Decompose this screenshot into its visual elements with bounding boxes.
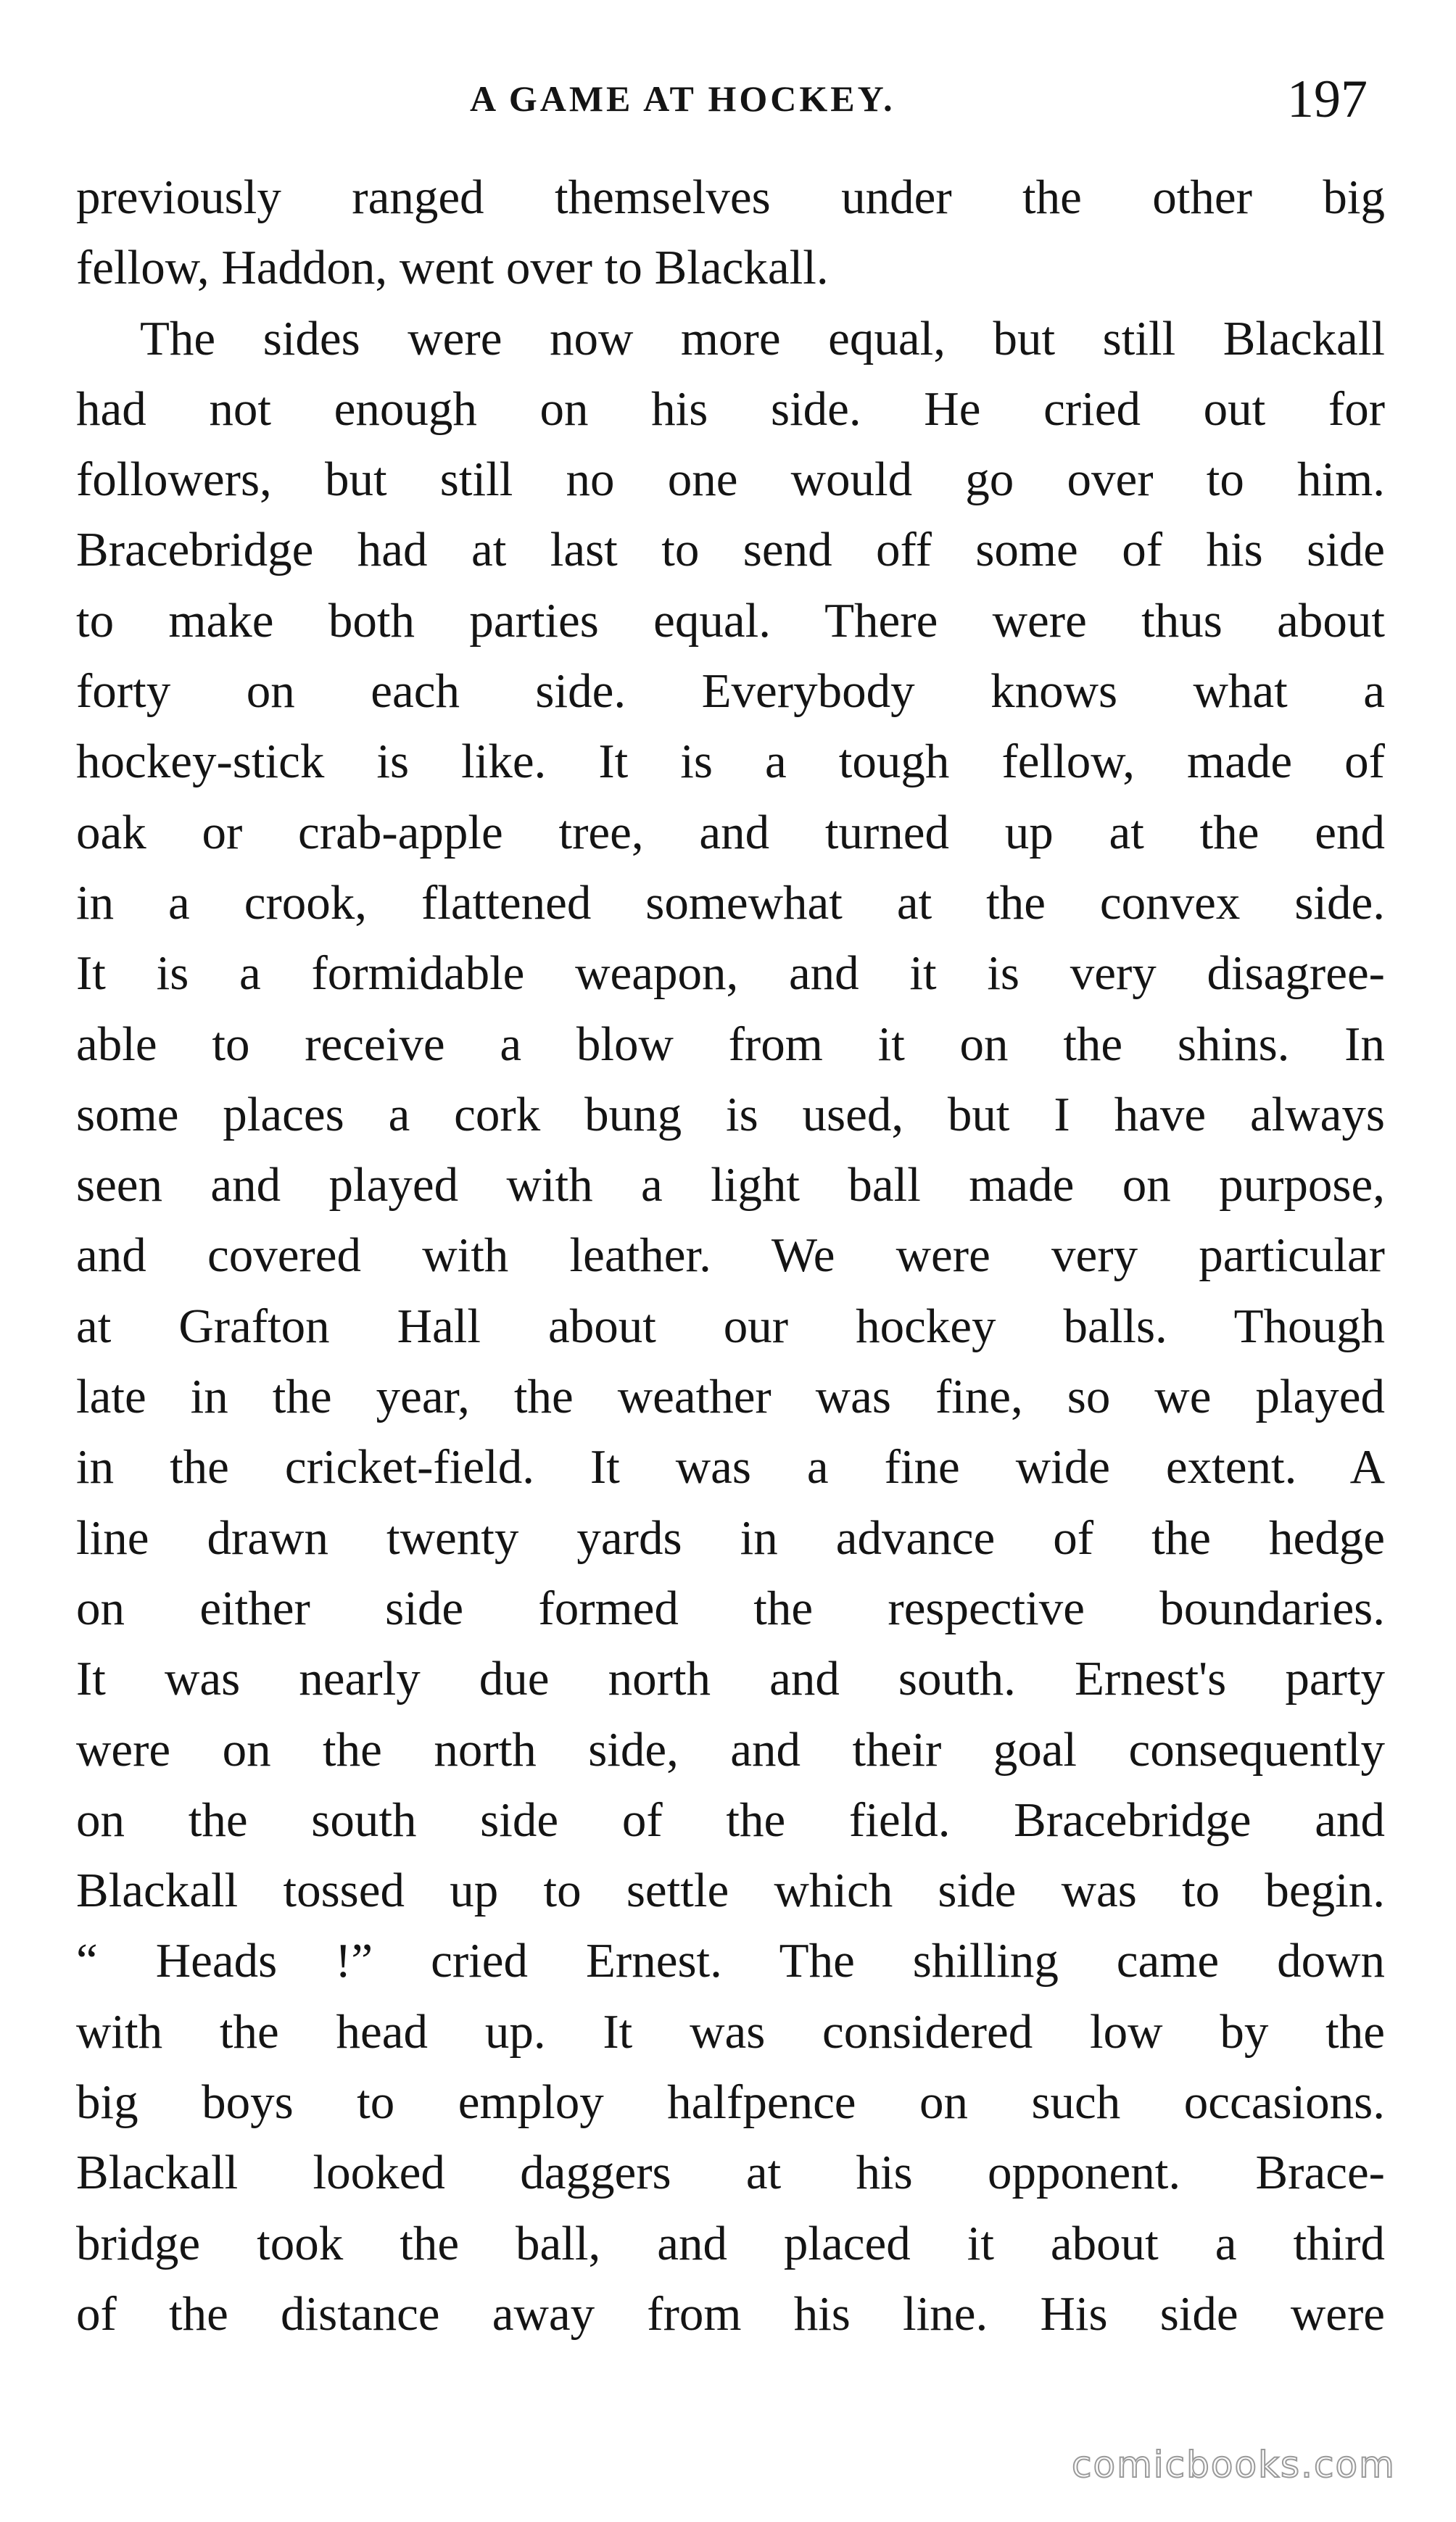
text-line: It was nearly due north and south. Ernest's party	[76, 1652, 1385, 1706]
text-line: and covered with leather. We were very particular	[76, 1228, 1385, 1283]
running-head	[0, 69, 1456, 134]
text-line: It is a formidable weapon, and it is very disagree-	[76, 946, 1385, 1001]
text-line: followers, but still no one would go over to him.	[76, 452, 1385, 507]
body-text	[76, 162, 1385, 2349]
text-line: of the distance away from his line. His side were	[76, 2286, 1385, 2341]
text-line: forty on each side. Everybody knows what a	[76, 664, 1385, 719]
text-line: late in the year, the weather was fine, so we played	[76, 1370, 1385, 1424]
text-line: had not enough on his side. He cried out for	[76, 381, 1385, 436]
text-line: were on the north side, and their goal consequently	[76, 1722, 1385, 1777]
text-line: at Grafton Hall about our hockey balls. Though	[76, 1299, 1385, 1353]
text-line: previously ranged themselves under the other big	[76, 170, 1385, 224]
text-line: “ Heads !” cried Ernest. The shilling came down	[76, 1934, 1385, 1988]
text-line: some places a cork bung is used, but I have always	[76, 1087, 1385, 1141]
text-line: Bracebridge had at last to send off some of his side	[76, 523, 1385, 577]
text-line: with the head up. It was considered low by the	[76, 2004, 1385, 2059]
text-line: able to receive a blow from it on the shins. In	[76, 1017, 1385, 1071]
text-line: Blackall looked daggers at his opponent. Brace-	[76, 2146, 1385, 2200]
text-line: on either side formed the respective boundaries.	[76, 1581, 1385, 1635]
text-line: bridge took the ball, and placed it about a third	[76, 2216, 1385, 2270]
text-line: fellow, Haddon, went over to Blackall.	[76, 241, 829, 295]
text-line: in a crook, flattened somewhat at the convex side.	[76, 875, 1385, 930]
text-line: line drawn twenty yards in advance of the hedge	[76, 1510, 1385, 1565]
text-line: oak or crab-apple tree, and turned up at the end	[76, 805, 1385, 859]
text-line: in the cricket-field. It was a fine wide extent. A	[76, 1440, 1385, 1494]
text-line: big boys to employ halfpence on such occasions.	[76, 2075, 1385, 2130]
text-line: seen and played with a light ball made on purpose,	[76, 1158, 1385, 1212]
running-title: A GAME AT HOCKEY.	[470, 78, 895, 119]
page-number: 197	[1287, 70, 1368, 129]
text-line: hockey-stick is like. It is a tough fellow, made of	[76, 735, 1385, 789]
text-line: on the south side of the field. Bracebridge and	[76, 1793, 1385, 1847]
watermark: comicbooks.com	[1072, 2444, 1396, 2486]
text-line: Blackall tossed up to settle which side was to begin.	[76, 1864, 1385, 1918]
text-line: The sides were now more equal, but still Blackall	[140, 311, 1385, 365]
text-line: to make both parties equal. There were thus about	[76, 593, 1385, 648]
